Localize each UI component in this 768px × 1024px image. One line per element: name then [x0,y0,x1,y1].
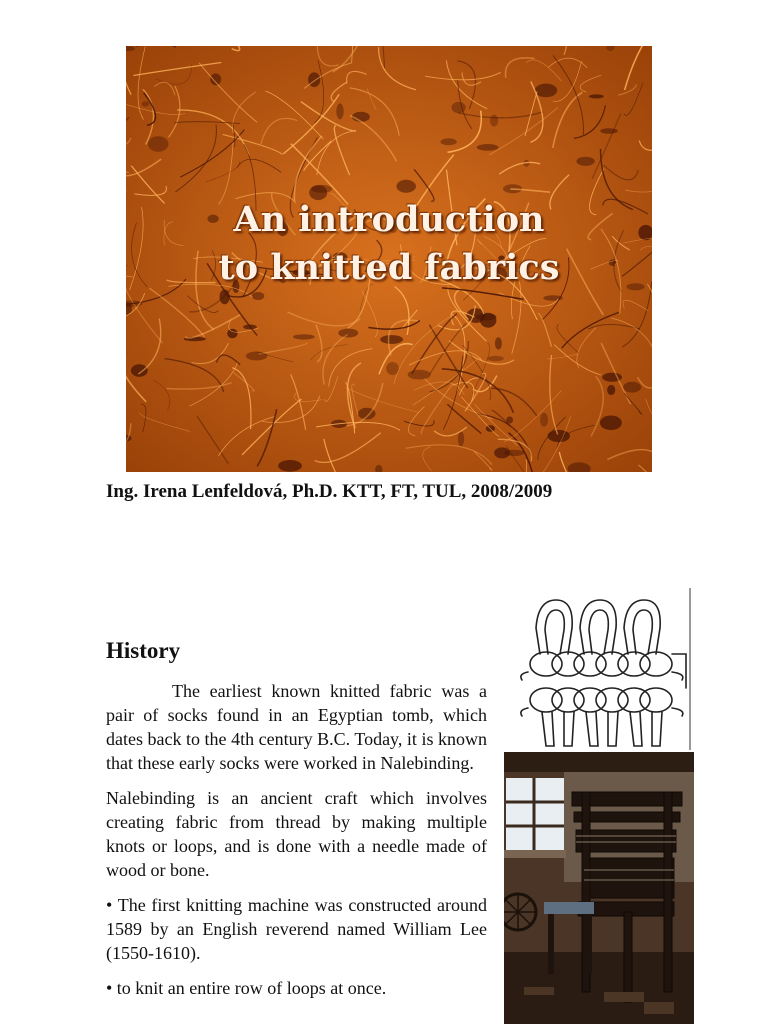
fiber-shadow [458,431,464,446]
fiber-shadow [308,72,320,87]
fiber-shadow [338,329,358,338]
cover-title-line-1: An introduction [233,199,545,240]
fiber-shadow [227,329,237,338]
paragraph-earliest-fabric: The earliest known knitted fabric was a pair of socks found in an Egyptian tomb, which dates back to the 4th century B.C. Today, it is known that these early socks were worked in Nalebinding. [106,681,487,773]
fiber-shadow [495,337,502,349]
history-body [106,679,487,1011]
fiber-shadow [293,334,315,339]
fiber-shadow [623,382,641,393]
fiber-shadow [600,128,618,134]
fiber-shadow [352,112,370,122]
fiber-shadow [600,416,622,431]
fiber-shadow [210,73,221,85]
fiber-shadow [494,447,510,458]
fiber-shadow [386,362,399,375]
paragraph-first-machine: • The first knitting machine was constructed around 1589 by an English reverend named William Lee (1550-1610). [106,895,487,963]
paragraph-nalebinding: Nalebinding is an ancient craft which involves creating fabric from thread by making multiple knots or loops, and is done with a needle made of wood or bone. [106,788,487,880]
fiber-shadow [540,413,548,427]
fiber-shadow [487,356,504,361]
fiber-shadow [490,115,498,127]
cover-title [126,196,652,292]
fiber-shadow [252,292,264,300]
knitted-loops-diagram [512,588,692,750]
loops-diagram-icon [512,588,692,750]
fiber-shadow [142,101,149,106]
fiber-shadow [336,103,343,119]
cover-title-line-2: to knitted fabrics [218,247,560,288]
knitting-frame-photo [504,752,694,1024]
section-heading-history: History [106,638,181,663]
fiber-shadow [589,94,604,98]
paragraph-row-of-loops: • to knit an entire row of loops at once. [106,978,387,998]
author-line: Ing. Irena Lenfeldová, Ph.D. KTT, FT, TUL, 2008/2009 [106,481,553,502]
fiber-shadow [607,385,615,395]
cover-image [126,46,652,472]
fiber-shadow [440,138,456,145]
fiber-shadow [380,335,403,344]
fiber-shadow [396,180,416,193]
knitting-frame-icon [504,752,694,1024]
fiber-shadow [535,84,557,98]
fiber-shadow [477,144,499,151]
fiber-shadow [576,157,594,166]
fiber-shadow [148,136,169,152]
fiber-shadow [548,430,570,442]
fiber-shadow [131,364,148,377]
fiber-shadow [278,460,302,472]
fiber-shadow [408,370,431,380]
fiber-shadow [452,102,466,113]
